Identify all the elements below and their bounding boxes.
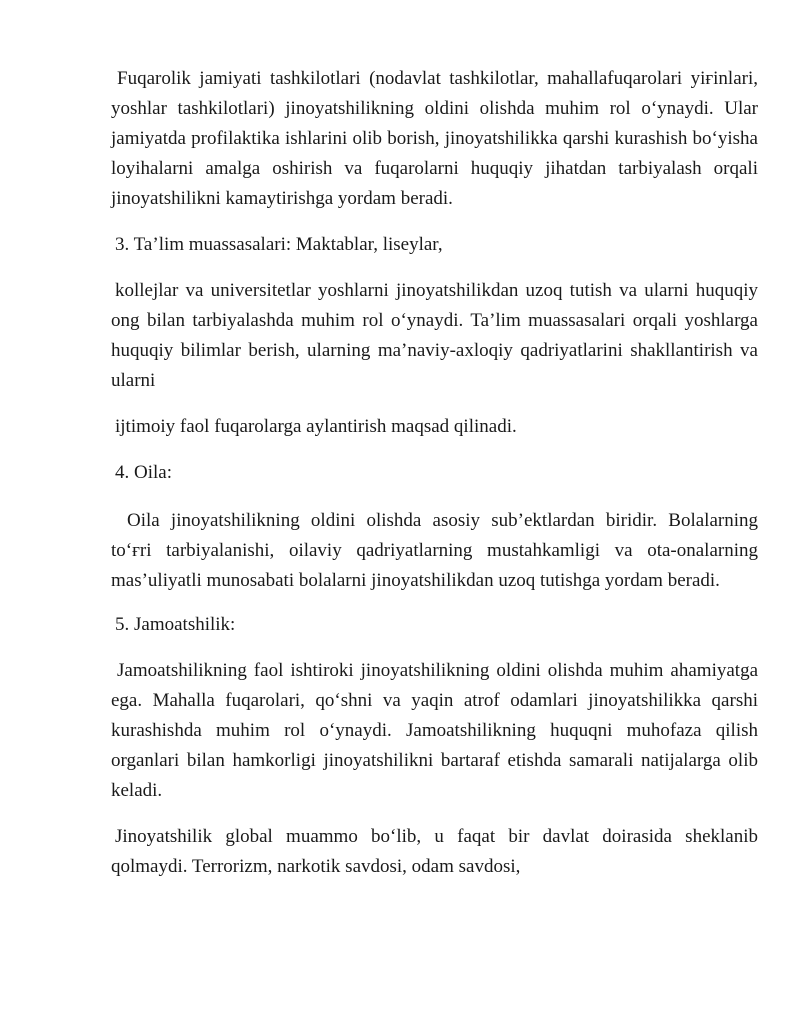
paragraph-family-role: Oila jinoyatshilikning oldini olishda asosiy sub’ektlardan biridir. Bolalarning to‘ғri tarbiyalanishi, oilaviy qadriyatlarning mustahkamligi va ota-onalarning mas’uliyatli munosabati bolalarni jinoyatshilikdan uzoq tutishga yordam beradi. xyxy=(111,510,758,591)
heading-community: 5. Jamoatshilik: xyxy=(115,614,236,635)
heading-educational-institutions: 3. Ta’lim muassasalari: Maktablar, liseylar, xyxy=(115,234,443,255)
paragraph-community-role: Jamoatshilikning faol ishtiroki jinoyatshilikning oldini olishda muhim ahamiyatga ega. Mahalla fuqarolari, qo‘shni va yaqin atrof odamlari jinoyatshilikka qarshi kurashishda muhim rol o‘ynaydi. Jamoatshilikning huquqni muhofaza qilish organlari bilan hamkorligi jinoyatshilikni bartaraf etishda samarali natijalarga olib keladi. xyxy=(111,660,758,801)
document-page xyxy=(111,64,758,882)
paragraph-social-citizens: ijtimoiy faol fuqarolarga aylantirish maqsad qilinadi. xyxy=(115,416,517,437)
paragraph-education-role: kollejlar va universitetlar yoshlarni jinoyatshilikdan uzoq tutish va ularni huquqiy ong bilan tarbiyalashda muhim rol o‘ynaydi. Ta’lim muassasalari orqali yoshlarga huquqiy bilimlar berish, ularning ma’naviy-axloqiy qadriyatlarini shakllantirish va ularni xyxy=(111,280,758,391)
heading-family: 4. Oila: xyxy=(115,462,172,483)
paragraph-global-problem: Jinoyatshilik global muammo bo‘lib, u faqat bir davlat doirasida sheklanib qolmaydi. Terrorizm, narkotik savdosi, odam savdosi, xyxy=(111,826,758,877)
paragraph-civil-society: Fuqarolik jamiyati tashkilotlari (nodavlat tashkilotlar, mahallafuqarolari yiғinlari, yoshlar tashkilotlari) jinoyatshilikning oldini olishda muhim rol o‘ynaydi. Ular jamiyatda profilaktika ishlarini olib borish, jinoyatshilikka qarshi kurashish bo‘yisha loyihalarni amalga oshirish va fuqarolarni huquqiy jihatdan tarbiyalash orqali jinoyatshilikni kamaytirishga yordam beradi. xyxy=(111,68,758,209)
